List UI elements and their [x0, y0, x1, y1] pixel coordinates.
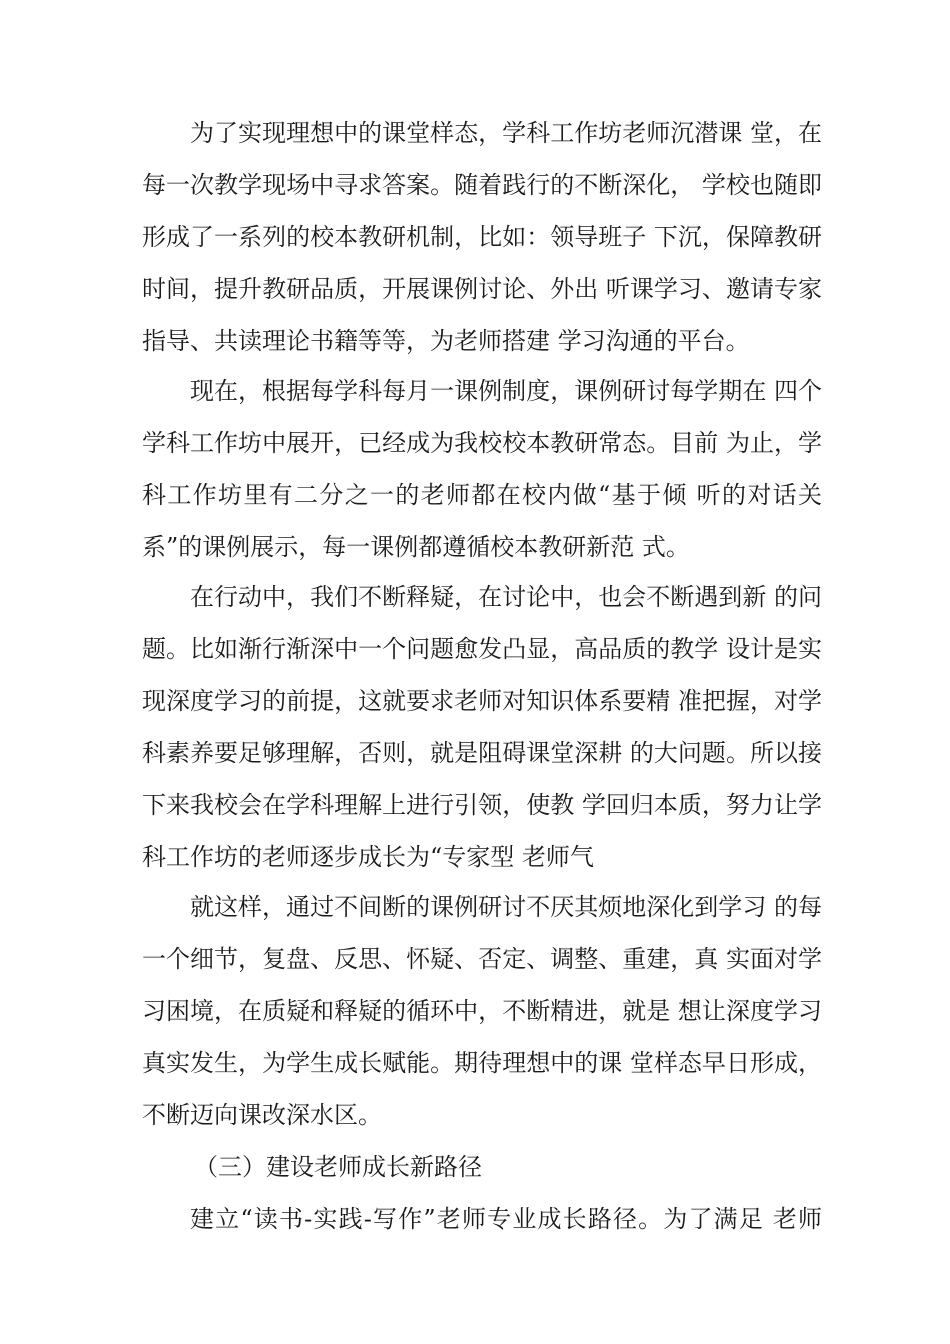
paragraph-4-line-5: 不断迈向课改深水区。	[142, 1101, 382, 1129]
paragraph-1-line-1: 为了实现理想中的课堂样态，学科工作坊老师沉潜课 堂，在	[190, 119, 822, 147]
paragraph-1-line-4: 时间，提升教研品质，开展课例讨论、外出 听课学习、邀请专家	[142, 275, 822, 303]
paragraph-3-line-5: 下来我校会在学科理解上进行引领，使教 学回归本质，努力让学	[142, 791, 822, 819]
paragraph-4-line-3: 习困境，在质疑和释疑的循环中，不断精进，就是 想让深度学习	[142, 997, 822, 1025]
section-heading: （三）建设老师成长新路径	[194, 1153, 482, 1181]
paragraph-3-line-3: 现深度学习的前提，这就要求老师对知识体系要精 准把握，对学	[142, 687, 822, 715]
paragraph-2-line-1: 现在，根据每学科每月一课例制度，课例研讨每学期在 四个	[190, 377, 822, 405]
paragraph-4-line-1: 就这样，通过不间断的课例研讨不厌其烦地深化到学习 的每	[190, 893, 822, 921]
paragraph-3-line-2: 题。比如渐行渐深中一个问题愈发凸显，高品质的教学 设计是实	[142, 635, 822, 663]
paragraph-3-line-6: 科工作坊的老师逐步成长为“专家型 老师气	[142, 843, 594, 871]
paragraph-1-line-5: 指导、共读理论书籍等等，为老师搭建 学习沟通的平台。	[142, 327, 750, 355]
paragraph-4-line-4: 真实发生，为学生成长赋能。期待理想中的课 堂样态早日形成，	[142, 1049, 822, 1077]
paragraph-4-line-2: 一个细节，复盘、反思、怀疑、否定、调整、重建，真 实面对学	[142, 945, 822, 973]
paragraph-3-line-1: 在行动中，我们不断释疑，在讨论中，也会不断遇到新 的问	[190, 583, 822, 611]
paragraph-2-line-2: 学科工作坊中展开，已经成为我校校本教研常态。目前 为止，学	[142, 429, 822, 457]
paragraph-1-line-2: 每一次教学现场中寻求答案。随着践行的不断深化， 学校也随即	[142, 171, 822, 199]
paragraph-3-line-4: 科素养要足够理解，否则，就是阻碍课堂深耕 的大问题。所以接	[142, 739, 822, 767]
paragraph-2-line-4: 系”的课例展示，每一课例都遵循校本教研新范 式。	[142, 533, 690, 561]
paragraph-1-line-3: 形成了一系列的校本教研机制，比如：领导班子 下沉，保障教研	[142, 223, 822, 251]
paragraph-5-line-1: 建立“读书-实践-写作”老师专业成长路径。为了满足 老师	[190, 1205, 822, 1233]
paragraph-2-line-3: 科工作坊里有二分之一的老师都在校内做“基于倾 听的对话关	[142, 481, 822, 509]
